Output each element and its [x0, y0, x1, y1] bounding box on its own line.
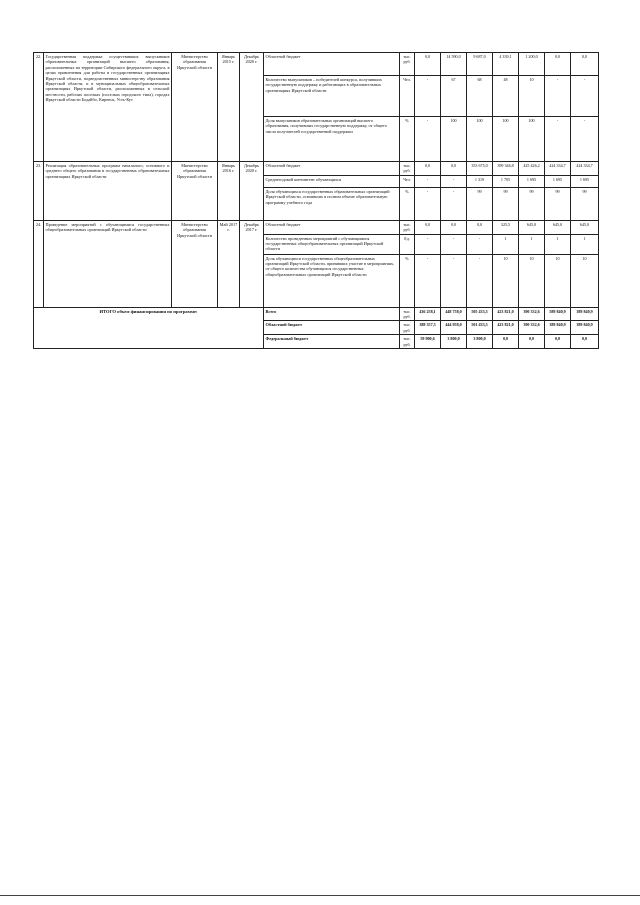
value-cell: 425 426,2: [519, 162, 545, 176]
value-cell: 423 821,0: [493, 307, 519, 321]
value-cell: -: [441, 187, 467, 220]
value-cell: 424 334,7: [545, 162, 571, 176]
value-cell: 423 821,0: [493, 321, 519, 335]
measure-description: Проведение мероприятий с обучающимися государственных общеобразовательных организаций Иркутской области: [44, 220, 172, 307]
value-cell: 645,0: [545, 220, 571, 234]
unit-cell: тыс. руб.: [400, 335, 415, 349]
total-indicator-name: Федеральный бюджет: [264, 335, 400, 349]
unit-cell: тыс. руб.: [400, 307, 415, 321]
value-cell: 100: [467, 117, 493, 162]
table-row: [34, 53, 599, 76]
value-cell: 1 695: [571, 175, 599, 187]
indicator-name: Доля выпускников образовательных организаций высшего образования, получивших государственную поддержку, от общего числа получателей государственной поддержки: [264, 117, 400, 162]
value-cell: -: [441, 175, 467, 187]
value-cell: 4 339,1: [493, 53, 519, 76]
value-cell: 501 433,5: [467, 321, 493, 335]
end-date-cell: Декабрь 2017 г.: [240, 220, 264, 307]
unit-cell: тыс. руб.: [400, 53, 415, 76]
indicator-name: Количество проведенных мероприятий с обучающимися государственных общеобразовательных организаций Иркутской области: [264, 234, 400, 254]
value-cell: 399 346,8: [493, 162, 519, 176]
value-cell: -: [415, 254, 441, 307]
value-cell: 0,0: [571, 335, 599, 349]
value-cell: 0,0: [441, 220, 467, 234]
value-cell: 390 332,6: [519, 321, 545, 335]
value-cell: 10: [519, 254, 545, 307]
value-cell: 1 695: [519, 175, 545, 187]
end-date-cell: Декабрь 2020 г.: [240, 162, 264, 221]
indicator-name: Областной бюджет: [264, 53, 400, 76]
value-cell: 99: [467, 187, 493, 220]
value-cell: 1 319: [467, 175, 493, 187]
value-cell: 589 840,9: [545, 307, 571, 321]
row-number: 24.: [34, 220, 44, 307]
indicator-name: Областной бюджет: [264, 220, 400, 234]
indicator-name: Среднегодовой контингент обучающихся: [264, 175, 400, 187]
value-cell: 645,0: [519, 220, 545, 234]
table-row: [34, 220, 599, 234]
value-cell: 1 705: [493, 175, 519, 187]
value-cell: 353 675,0: [467, 162, 493, 176]
value-cell: 448 758,0: [441, 307, 467, 321]
value-cell: 10: [519, 76, 545, 117]
unit-cell: Ед.: [400, 234, 415, 254]
row-number: 22.: [34, 53, 44, 162]
table-row: [34, 162, 599, 176]
value-cell: 100: [441, 117, 467, 162]
value-cell: 0,0: [519, 335, 545, 349]
indicator-name: Количество выпускников – победителей конкурса, получивших государственную поддержку и работающих в образовательных организациях Иркутской области: [264, 76, 400, 117]
value-cell: 10: [545, 254, 571, 307]
value-cell: -: [415, 76, 441, 117]
value-cell: 444 958,0: [441, 321, 467, 335]
value-cell: 1: [571, 234, 599, 254]
value-cell: 48: [493, 76, 519, 117]
value-cell: 100: [493, 117, 519, 162]
value-cell: -: [467, 234, 493, 254]
value-cell: 0,0: [545, 53, 571, 76]
value-cell: -: [415, 175, 441, 187]
value-cell: 436 258,1: [415, 307, 441, 321]
value-cell: 389 840,9: [571, 307, 599, 321]
unit-cell: тыс. руб.: [400, 220, 415, 234]
executor-cell: Министерство образования Иркутской области: [172, 53, 218, 162]
value-cell: 0,0: [441, 162, 467, 176]
value-cell: -: [415, 117, 441, 162]
value-cell: -: [415, 234, 441, 254]
measure-description: Государственная поддержка осуществивших выпускников образовательных организаций высшего образования, расположенных на территории Сибирского федерального округа, в целях привлечения для работы в государственных организациях Иркутской области, подведомственных министерству образования Иркутской области, и в муниципальных общеобразовательных организациях Иркутской области, расположенных в сельской местности, рабочих поселках (поселках городского типа), городах Иркутской области Бодайбо, Киренск, Усть-Кут: [44, 53, 172, 162]
value-cell: -: [467, 254, 493, 307]
value-cell: 389 840,9: [571, 321, 599, 335]
start-date-cell: Январь 2015 г.: [218, 53, 240, 162]
unit-cell: Чел.: [400, 175, 415, 187]
value-cell: 68: [467, 76, 493, 117]
value-cell: 9 687,0: [467, 53, 493, 76]
value-cell: 0,0: [415, 162, 441, 176]
indicator-name: Доля обучающихся государственных образовательных организаций Иркутской области, освоивших в полном объеме образовательную программу учебного года: [264, 187, 400, 220]
value-cell: -: [571, 117, 599, 162]
value-cell: 390 332,6: [519, 307, 545, 321]
value-cell: 59 900,6: [415, 335, 441, 349]
unit-cell: %: [400, 254, 415, 307]
value-cell: 99: [519, 187, 545, 220]
measure-description: Реализация образовательных программ начального, основного и среднего общего образования в государственных образовательных организациях Иркутской области: [44, 162, 172, 221]
executor-cell: Министерство образования Иркутской области: [172, 162, 218, 221]
value-cell: 3 800,0: [441, 335, 467, 349]
value-cell: 0,0: [571, 53, 599, 76]
page-bottom-rule: [0, 895, 640, 896]
value-cell: 0,0: [415, 53, 441, 76]
value-cell: 100: [519, 117, 545, 162]
value-cell: 3 800,0: [467, 335, 493, 349]
value-cell: -: [415, 187, 441, 220]
value-cell: 14 590,0: [441, 53, 467, 76]
value-cell: 99: [571, 187, 599, 220]
unit-cell: тыс. руб.: [400, 321, 415, 335]
value-cell: -: [441, 254, 467, 307]
indicator-name: Доля обучающихся государственных общеобразовательных организаций Иркутской области, принявших участие в мероприятиях, от общего количества обучающихся государственных общеобразовательных организаций Иркутской области: [264, 254, 400, 307]
executor-cell: Министерство образования Иркутской области: [172, 220, 218, 307]
value-cell: 0,0: [545, 335, 571, 349]
value-cell: 1: [493, 234, 519, 254]
indicator-name: Областной бюджет: [264, 162, 400, 176]
unit-cell: тыс. руб.: [400, 162, 415, 176]
total-row: [34, 307, 599, 321]
value-cell: 0,0: [415, 220, 441, 234]
value-cell: 0,0: [467, 220, 493, 234]
value-cell: 325,5: [493, 220, 519, 234]
value-cell: 99: [493, 187, 519, 220]
unit-cell: %: [400, 117, 415, 162]
start-date-cell: Май 2017 г.: [218, 220, 240, 307]
program-table: [33, 52, 599, 349]
value-cell: 1 200,0: [519, 53, 545, 76]
value-cell: 10: [493, 254, 519, 307]
value-cell: 645,0: [571, 220, 599, 234]
value-cell: 505 433,5: [467, 307, 493, 321]
value-cell: -: [441, 234, 467, 254]
total-label: ИТОГО объем финансирования по программе:: [34, 307, 264, 348]
value-cell: 388 357,5: [415, 321, 441, 335]
total-indicator-name: Областной бюджет: [264, 321, 400, 335]
value-cell: 424 334,7: [571, 162, 599, 176]
value-cell: -: [545, 117, 571, 162]
end-date-cell: Декабрь 2020 г.: [240, 53, 264, 162]
row-number: 23.: [34, 162, 44, 221]
value-cell: 389 840,9: [545, 321, 571, 335]
value-cell: 10: [571, 254, 599, 307]
value-cell: -: [545, 76, 571, 117]
value-cell: 67: [441, 76, 467, 117]
value-cell: 99: [545, 187, 571, 220]
value-cell: 0,0: [493, 335, 519, 349]
unit-cell: %: [400, 187, 415, 220]
value-cell: -: [571, 76, 599, 117]
value-cell: 1: [545, 234, 571, 254]
unit-cell: Чел.: [400, 76, 415, 117]
start-date-cell: Январь 2016 г.: [218, 162, 240, 221]
value-cell: 1: [519, 234, 545, 254]
total-indicator-name: Всего: [264, 307, 400, 321]
value-cell: 1 695: [545, 175, 571, 187]
